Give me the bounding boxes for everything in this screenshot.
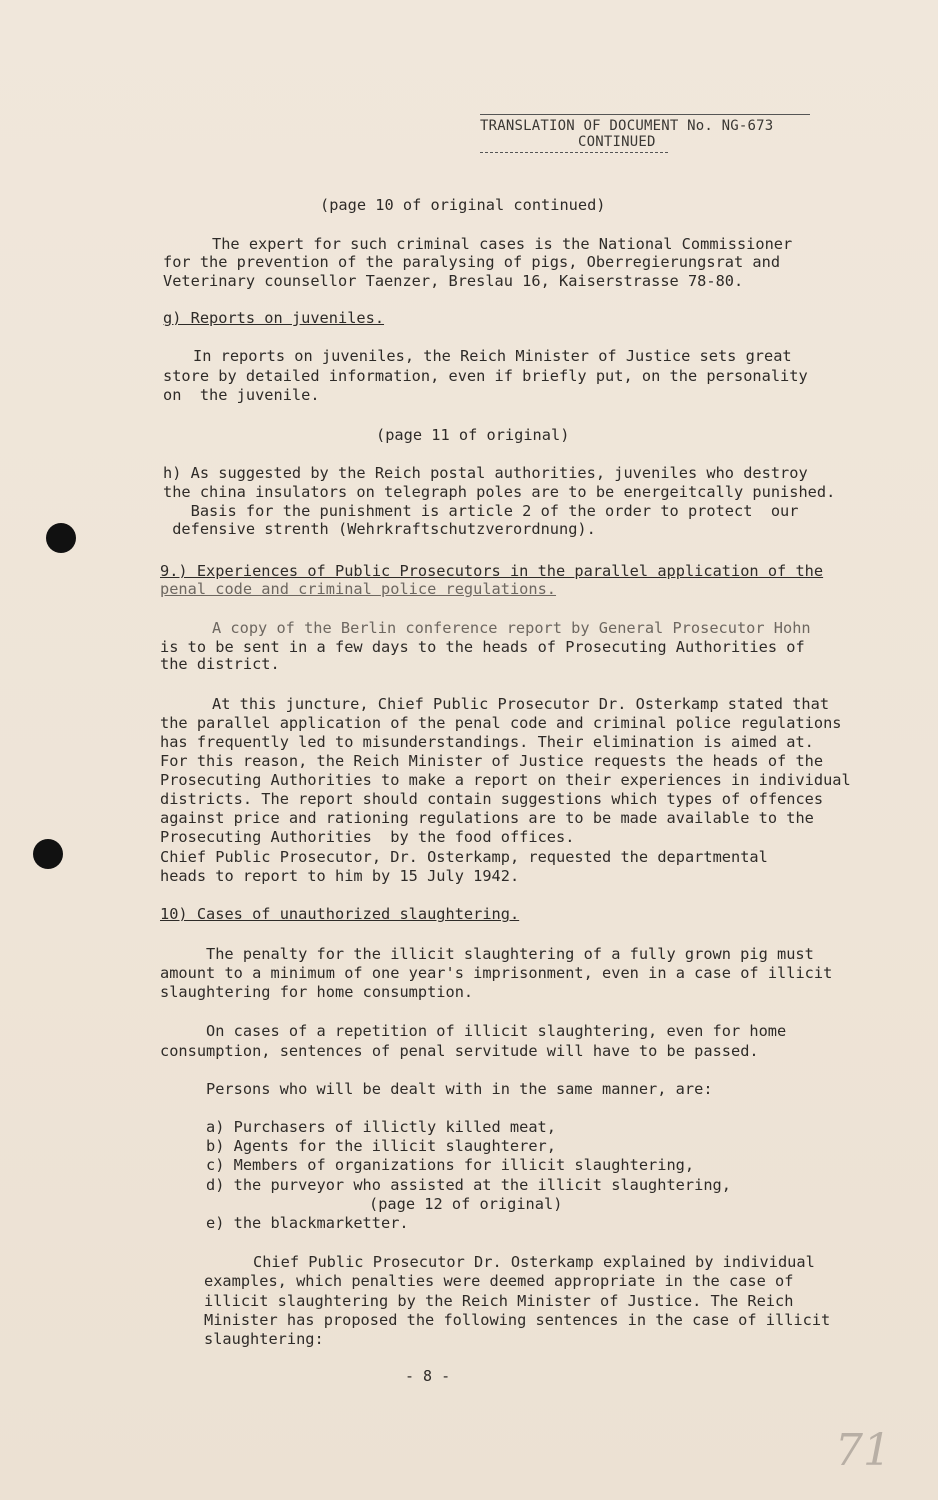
para-juncture-line-1: At this juncture, Chief Public Prosecutor Dr. Osterkamp stated that: [212, 695, 830, 713]
page-note-11: (page 11 of original): [376, 426, 570, 444]
page-note-10: (page 10 of original continued): [320, 196, 606, 214]
section-9-heading-line-1: 9.) Experiences of Public Prosecutors in the parallel application of the: [160, 562, 824, 580]
para-juncture-line-8: Prosecuting Authorities by the food offices.: [160, 828, 575, 846]
para-juncture-line-10: heads to report to him by 15 July 1942.: [160, 867, 520, 885]
para-juveniles-line-2: store by detailed information, even if briefly put, on the personality: [163, 367, 808, 385]
para-juncture-line-7: against price and rationing regulations are to be made available to the: [160, 809, 814, 827]
para-final-line-2: examples, which penalties were deemed appropriate in the case of: [204, 1272, 794, 1290]
page-note-12: (page 12 of original): [369, 1195, 563, 1213]
para-final-line-3: illicit slaughtering by the Reich Minister of Justice. The Reich: [204, 1292, 794, 1310]
para-expert-line-3: Veterinary counsellor Taenzer, Breslau 16, Kaiserstrasse 78-80.: [163, 272, 744, 290]
para-h-line-1: h) As suggested by the Reich postal authorities, juveniles who destroy: [163, 464, 808, 482]
para-juncture-line-2: the parallel application of the penal code and criminal police regulations: [160, 714, 842, 732]
list-item-e: e) the blackmarketter.: [206, 1214, 409, 1232]
para-h-line-3: Basis for the punishment is article 2 of the order to protect our: [163, 502, 799, 520]
para-penalty-line-2: amount to a minimum of one year's imprisonment, even in a case of illicit: [160, 964, 833, 982]
punch-hole-bottom: [33, 839, 63, 869]
list-item-b: b) Agents for the illicit slaughterer,: [206, 1137, 556, 1155]
para-berlin-line-2: is to be sent in a few days to the heads of Prosecuting Authorities of: [160, 638, 805, 656]
punch-hole-top: [46, 523, 76, 553]
document-header: [480, 114, 815, 153]
para-juncture-line-4: For this reason, the Reich Minister of Justice requests the heads of the: [160, 752, 824, 770]
list-item-a: a) Purchasers of illictly killed meat,: [206, 1118, 556, 1136]
section-9-heading-line-2: penal code and criminal police regulations.: [160, 580, 557, 598]
section-g-heading: g) Reports on juveniles.: [163, 309, 385, 327]
para-repetition-line-2: consumption, sentences of penal servitude will have to be passed.: [160, 1042, 759, 1060]
para-berlin-line-1: A copy of the Berlin conference report by General Prosecutor Hohn: [212, 619, 811, 637]
para-penalty-line-3: slaughtering for home consumption.: [160, 983, 474, 1001]
para-final-line-4: Minister has proposed the following sentences in the case of illicit: [204, 1311, 831, 1329]
para-h-line-4: defensive strenth (Wehrkraftschutzverordnung).: [163, 520, 596, 538]
para-penalty-line-1: The penalty for the illicit slaughtering of a fully grown pig must: [206, 945, 814, 963]
para-final-line-5: slaughtering:: [204, 1330, 324, 1348]
para-juncture-line-3: has frequently led to misunderstandings. Their elimination is aimed at.: [160, 733, 814, 751]
header-continued: CONTINUED: [578, 134, 656, 150]
pencil-annotation: 71: [835, 1425, 891, 1476]
header-rule-bottom: [480, 152, 668, 153]
para-juveniles-line-3: on the juvenile.: [163, 386, 320, 404]
list-item-d: d) the purveyor who assisted at the illicit slaughtering,: [206, 1176, 731, 1194]
para-repetition-line-1: On cases of a repetition of illicit slaughtering, even for home: [206, 1022, 787, 1040]
para-expert-line-1: The expert for such criminal cases is the National Commissioner: [212, 235, 793, 253]
para-berlin-line-3: the district.: [160, 655, 280, 673]
header-title: TRANSLATION OF DOCUMENT No. NG-673: [480, 118, 774, 134]
list-item-c: c) Members of organizations for illicit slaughtering,: [206, 1156, 695, 1174]
section-10-heading: 10) Cases of unauthorized slaughtering.: [160, 905, 520, 923]
para-expert-line-2: for the prevention of the paralysing of pigs, Oberregierungsrat and: [163, 253, 781, 271]
header-rule-top: [480, 114, 810, 115]
para-persons: Persons who will be dealt with in the same manner, are:: [206, 1080, 713, 1098]
para-final-line-1: Chief Public Prosecutor Dr. Osterkamp explained by individual: [253, 1253, 815, 1271]
para-juveniles-line-1: In reports on juveniles, the Reich Minister of Justice sets great: [193, 347, 792, 365]
para-juncture-line-9: Chief Public Prosecutor, Dr. Osterkamp, requested the departmental: [160, 848, 768, 866]
para-juncture-line-6: districts. The report should contain suggestions which types of offences: [160, 790, 824, 808]
para-juncture-line-5: Prosecuting Authorities to make a report on their experiences in individual: [160, 771, 851, 789]
page-number: - 8 -: [405, 1367, 451, 1385]
para-h-line-2: the china insulators on telegraph poles are to be energeitcally punished.: [163, 483, 836, 501]
